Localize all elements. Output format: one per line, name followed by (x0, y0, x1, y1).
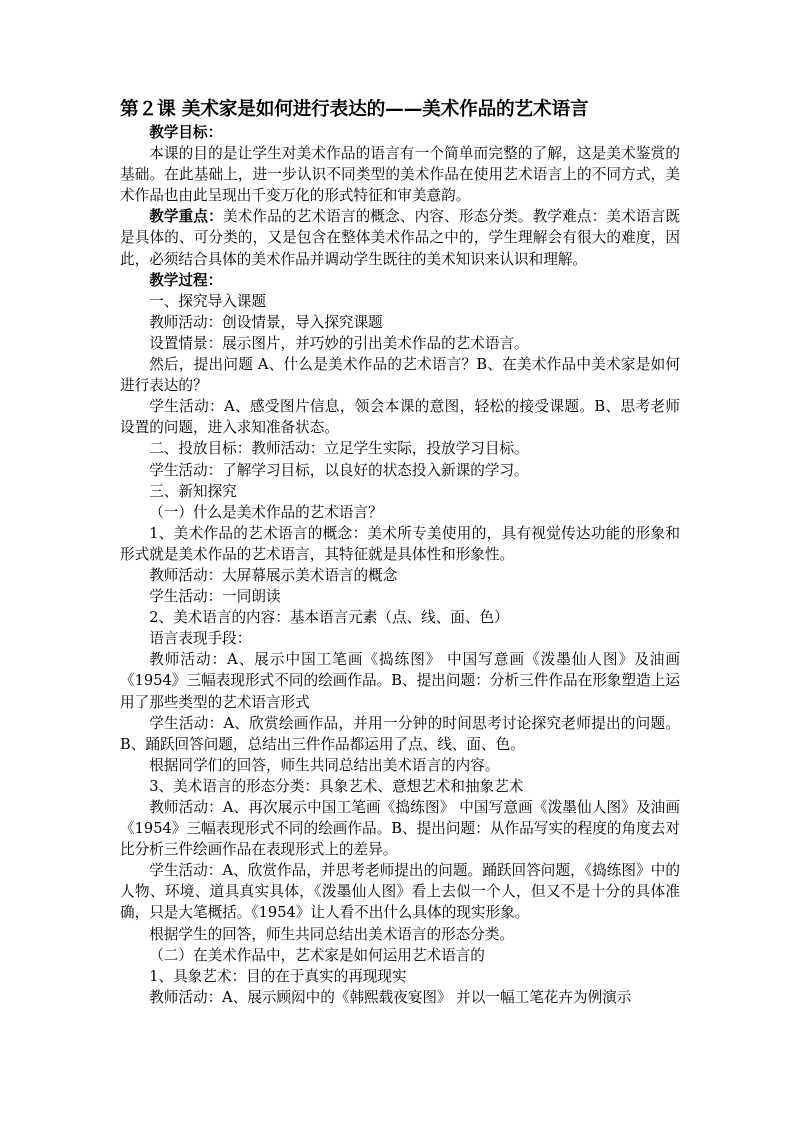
paragraph: 设置情景：展示图片，并巧妙的引出美术作品的艺术语言。 (149, 334, 529, 352)
paragraph: 学生活动：一同朗读 (149, 588, 281, 606)
paragraph: 1、美术作品的艺术语言的概念：美术所专美使用的，具有视觉传达功能的形象和形式就是美术作品的艺术语言，其特征就是具体性和形象性。 (120, 524, 680, 563)
paragraph: 一、探究导入课题 (149, 292, 266, 310)
goal-heading: 教学目标： (149, 124, 223, 141)
paragraph: 语言表现手段： (149, 630, 252, 648)
process-heading: 教学过程： (149, 271, 223, 289)
paragraph: 教师活动：创设情景，导入探究课题 (149, 313, 383, 331)
paragraph: 学生活动：A、欣赏作品，并思考老师提出的问题。踊跃回答问题，《捣练图》中的人物、环境、道具真实具体，《泼墨仙人图》看上去似一个人，但又不是十分的具体准确，只是大笔概括。《1954》让人看不出什么具体的现实形象。 (120, 862, 680, 922)
paragraph: 学生活动：A、欣赏绘画作品，并用一分钟的时间思考讨论探究老师提出的问题。B、踊跃回答问题，总结出三件作品都运用了点、线、面、色。 (120, 714, 680, 753)
process-body (120, 291, 680, 1008)
paragraph: 学生活动：A、感受图片信息，领会本课的意图，轻松的接受课题。B、思考老师设置的问题，进入求知准备状态。 (120, 398, 680, 437)
paragraph: 教师活动：A、展示顾闳中的《韩熙载夜宴图》 并以一幅工笔花卉为例演示 (149, 988, 632, 1006)
paragraph: （一）什么是美术作品的艺术语言？ (149, 503, 383, 521)
paragraph: 教师活动：大屏幕展示美术语言的概念 (149, 566, 398, 584)
paragraph: 二、投放目标：教师活动：立足学生实际，投放学习目标。 (149, 440, 529, 458)
focus-label: 教学重点： (149, 208, 223, 226)
paragraph: （二）在美术作品中，艺术家是如何运用艺术语言的 (149, 946, 485, 964)
paragraph: 2、美术语言的内容：基本语言元素（点、线、面、色） (149, 609, 509, 627)
paragraph: 3、美术语言的形态分类：具象艺术、意想艺术和抽象艺术 (149, 777, 524, 795)
paragraph: 教师活动：A、展示中国工笔画《捣练图》 中国写意画《泼墨仙人图》及油画《1954》三幅表现形式不同的绘画作品。B、提出问题：分析三件作品在形象塑造上运用了那些类型的艺术语言形式 (120, 651, 680, 711)
paragraph: 教师活动：A、再次展示中国工笔画《捣练图》 中国写意画《泼墨仙人图》及油画《1954》三幅表现形式不同的绘画作品。B、提出问题：从作品写实的程度的角度去对比分析三件绘画作品在表现形式上的差异。 (120, 799, 680, 859)
document-page (120, 96, 680, 1008)
goal-text: 本课的目的是让学生对美术作品的语言有一个简单而完整的了解，这是美术鉴赏的基础。在此基础上，进一步认识不同类型的美术作品在使用艺术语言上的不同方式，美术作品也由此呈现出千变万化的形式特征和审美意韵。 (120, 145, 680, 205)
paragraph: 三、新知探究 (149, 482, 237, 500)
paragraph: 根据学生的回答，师生共同总结出美术语言的形态分类。 (149, 925, 515, 943)
paragraph: 根据同学们的回答，师生共同总结出美术语言的内容。 (149, 756, 500, 774)
paragraph: 1、具象艺术：目的在于真实的再现现实 (149, 967, 407, 985)
focus-text: 美术作品的艺术语言的概念、内容、形态分类。教学难点：美术语言既是具体的、可分类的，又是包含在整体美术作品之中的，学生理解会有很大的难度，因此，必须结合具体的美术作品并调动学生既往的美术知识来认识和理解。 (120, 208, 680, 268)
paragraph: 然后，提出问题 A、什么是美术作品的艺术语言？B、在美术作品中美术家是如何进行表达的？ (120, 356, 680, 395)
paragraph: 学生活动：了解学习目标，以良好的状态投入新课的学习。 (149, 461, 529, 479)
focus-paragraph (120, 206, 680, 269)
page-title: 第２课 美术家是如何进行表达的——美术作品的艺术语言 (120, 98, 589, 120)
